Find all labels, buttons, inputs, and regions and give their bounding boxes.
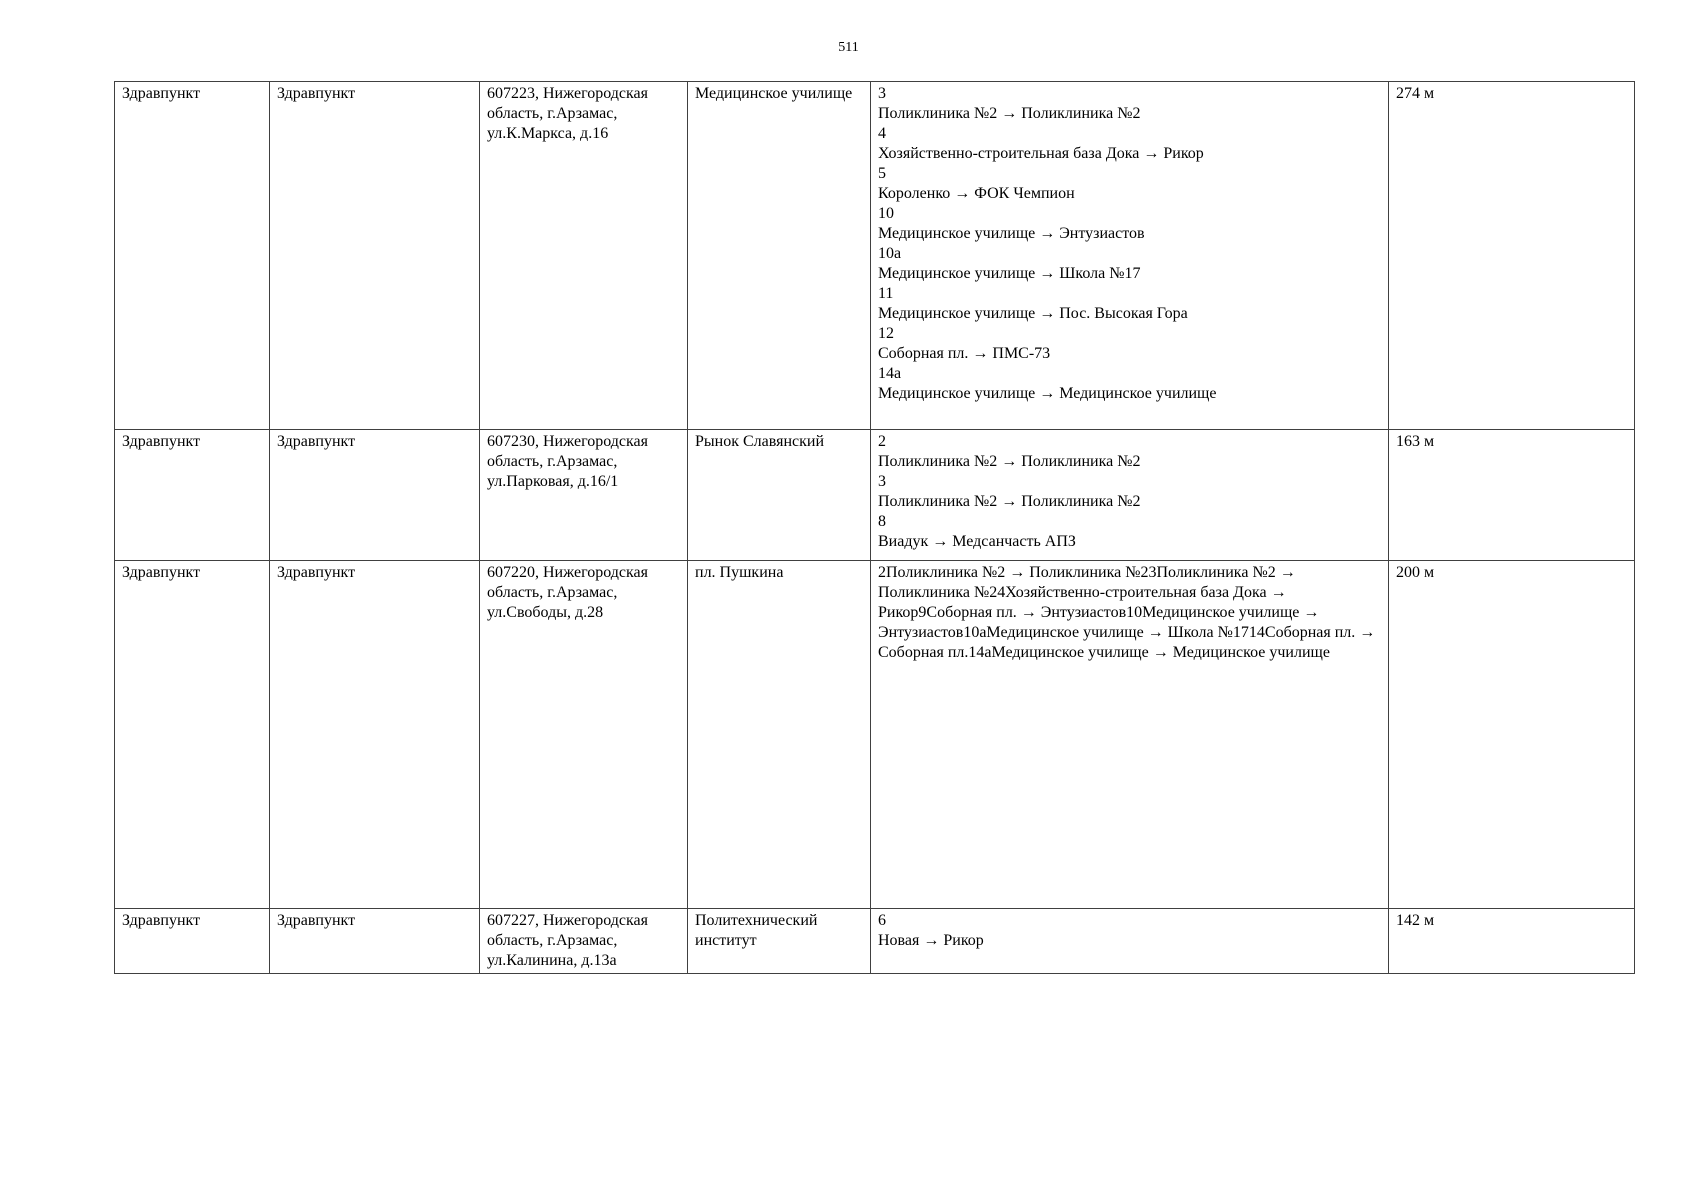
route-line: 14а bbox=[878, 365, 902, 382]
distance-cell: 274 м bbox=[1389, 82, 1635, 430]
table-row bbox=[115, 561, 1635, 909]
distance-cell: 200 м bbox=[1389, 561, 1635, 909]
address-cell: 607230, Нижегородская область, г.Арзамас, ул.Парковая, д.16/1 bbox=[480, 430, 688, 561]
bus-stop-cell: Рынок Славянский bbox=[688, 430, 871, 561]
bus-stop-cell: Медицинское училище bbox=[688, 82, 871, 430]
route-line: 8 bbox=[878, 513, 886, 530]
table-row bbox=[115, 430, 1635, 561]
route-line: Медицинское училище → Медицинское училище bbox=[878, 385, 1217, 402]
route-line: 11 bbox=[878, 285, 894, 302]
address-cell: 607223, Нижегородская область, г.Арзамас, ул.К.Маркса, д.16 bbox=[480, 82, 688, 430]
route-line: 3 bbox=[878, 85, 886, 102]
route-line: Новая → Рикор bbox=[878, 932, 984, 949]
route-line: Виадук → Медсанчасть АПЗ bbox=[878, 533, 1076, 550]
route-line: 2 bbox=[878, 433, 886, 450]
distance-cell: 163 м bbox=[1389, 430, 1635, 561]
facility-name-cell: Здравпункт bbox=[270, 82, 480, 430]
routes-cell bbox=[871, 561, 1389, 909]
bus-stop-cell: Политехнический институт bbox=[688, 909, 871, 974]
bus-stop-cell: пл. Пушкина bbox=[688, 561, 871, 909]
distance-cell: 142 м bbox=[1389, 909, 1635, 974]
table-row bbox=[115, 82, 1635, 430]
route-line: Хозяйственно-строительная база Дока → Рикор bbox=[878, 145, 1204, 162]
route-line: Поликлиника №2 → Поликлиника №2 bbox=[878, 493, 1141, 510]
route-line: 10а bbox=[878, 245, 902, 262]
facility-type-cell: Здравпункт bbox=[115, 561, 270, 909]
route-line: Медицинское училище → Энтузиастов bbox=[878, 225, 1145, 242]
facility-type-cell: Здравпункт bbox=[115, 82, 270, 430]
route-line: Короленко → ФОК Чемпион bbox=[878, 185, 1075, 202]
route-line: 10 bbox=[878, 205, 894, 222]
address-cell: 607220, Нижегородская область, г.Арзамас, ул.Свободы, д.28 bbox=[480, 561, 688, 909]
table-body bbox=[115, 82, 1635, 974]
route-line: 2Поликлиника №2 → Поликлиника №23Поликлиника №2 → Поликлиника №24Хозяйственно-строительная база Дока → Рикор9Соборная пл. → Энтузиастов10Медицинское училище → Энтузиастов10аМедицинское училище → Школа №1714Соборная пл. → Соборная пл.14аМедицинское училище → Медицинское училище bbox=[878, 564, 1376, 661]
routes-cell bbox=[871, 909, 1389, 974]
facility-name-cell: Здравпункт bbox=[270, 909, 480, 974]
route-line: Медицинское училище → Пос. Высокая Гора bbox=[878, 305, 1188, 322]
table-row bbox=[115, 909, 1635, 974]
routes-cell bbox=[871, 430, 1389, 561]
route-line: Поликлиника №2 → Поликлиника №2 bbox=[878, 105, 1141, 122]
facility-name-cell: Здравпункт bbox=[270, 561, 480, 909]
route-line: 4 bbox=[878, 125, 886, 142]
route-line: 6 bbox=[878, 912, 886, 929]
facility-type-cell: Здравпункт bbox=[115, 430, 270, 561]
route-line: 5 bbox=[878, 165, 886, 182]
route-line: Поликлиника №2 → Поликлиника №2 bbox=[878, 453, 1141, 470]
route-line: 12 bbox=[878, 325, 894, 342]
facility-type-cell: Здравпункт bbox=[115, 909, 270, 974]
facilities-table bbox=[114, 81, 1635, 974]
facility-name-cell: Здравпункт bbox=[270, 430, 480, 561]
route-line: 3 bbox=[878, 473, 886, 490]
page-number: 511 bbox=[838, 40, 859, 55]
routes-cell bbox=[871, 82, 1389, 430]
route-line: Медицинское училище → Школа №17 bbox=[878, 265, 1141, 282]
route-line: Соборная пл. → ПМС-73 bbox=[878, 345, 1051, 362]
address-cell: 607227, Нижегородская область, г.Арзамас, ул.Калинина, д.13а bbox=[480, 909, 688, 974]
